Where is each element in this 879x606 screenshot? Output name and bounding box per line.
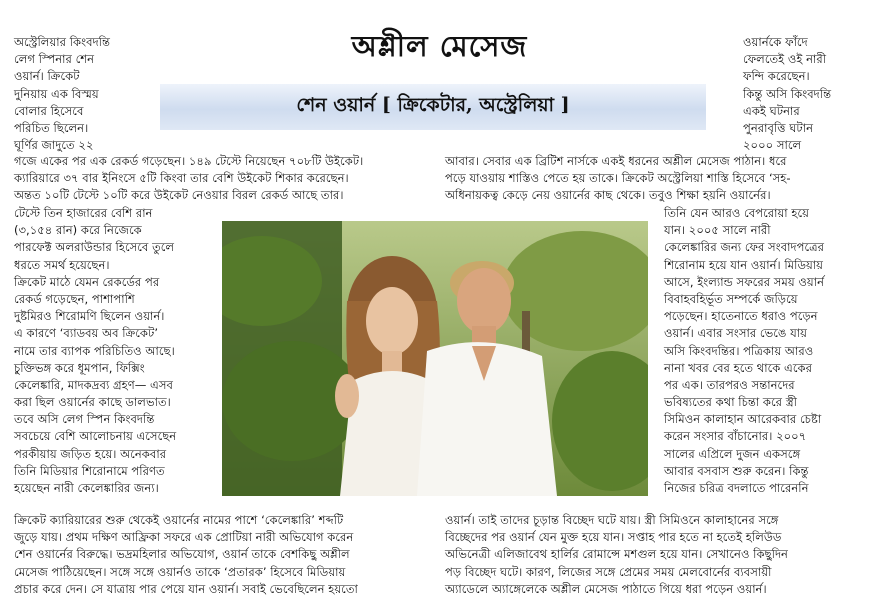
text-line: দুষ্টমিরও শিরোমণি ছিলেন ওয়ার্ন।: [14, 309, 165, 324]
text-line: ক্রিকেট ক্যারিয়ারের শুরু থেকেই ওয়ার্নের নামের পাশে ‘কেলেঙ্কারি’ শব্দটি: [14, 513, 344, 527]
couple-photo-icon: [222, 221, 648, 496]
text-line: দুনিয়ায় এক বিস্ময়: [14, 86, 99, 101]
couple-photo: [222, 221, 648, 496]
text-line: ধরতে সমর্থ হয়েছেন।: [14, 257, 110, 272]
text-line: ফেলতেই ওই নারী: [743, 52, 827, 67]
text-line: তিনি যেন আরও বেপরোয়া হয়ে: [664, 206, 809, 220]
text-line: গজে একের পর এক রেকর্ড গড়েছেন। ১৪৯ টেস্টে নিয়েছেন ৭০৮টি উইকেট।: [14, 154, 364, 168]
text-line: আবার। সেবার এক ব্রিটিশ নার্সকে একই ধরনের অশ্লীল মেসেজ পাঠান। ধরে: [445, 154, 787, 168]
left-paragraph-bottom: [14, 512, 434, 598]
text-line: কেলেঙ্কারি, মাদকদ্রব্য গ্রহণ— এসব: [14, 377, 173, 392]
text-line: অন্তত ১০টি টেস্টে ১০টি করে উইকেট নেওয়ার বিরল রেকর্ড আছে তার।: [14, 188, 344, 203]
text-line: নানা খবর বের হতে থাকে একের: [664, 360, 813, 375]
text-line: সালের এপ্রিলে দুজন একসঙ্গে: [664, 446, 801, 461]
text-line: পড়েছেন। হাতেনাতে ধরাও পড়েন: [664, 309, 818, 324]
text-line: পারফেক্ট অলরাউন্ডার হিসেবে তুলে: [14, 240, 175, 255]
text-line: ওয়ার্নকে ফাঁদে: [743, 35, 808, 49]
right-paragraph-bottom: [445, 512, 875, 598]
text-line: করেন সংসার বাঁচানোর। ২০০৭: [664, 429, 807, 444]
text-line: মেসেজ পাঠিয়েছেন। সঙ্গে সঙ্গে ওয়ার্নও তাকে ‘প্রতারক’ হিসেবে মিডিয়ায়: [14, 564, 346, 579]
text-line: কিন্তু অসি কিংবদন্তি: [743, 86, 832, 101]
right-paragraph-beside-photo: [664, 205, 876, 497]
text-line: পুনরাবৃত্তি ঘটান: [743, 120, 814, 135]
text-line: নামে তার ব্যাপক পরিচিতিও আছে।: [14, 343, 175, 358]
subtitle-text: শেন ওয়ার্ন [ ক্রিকেটার, অস্ট্রেলিয়া ]: [296, 94, 570, 116]
text-line: করা ছিল ওয়ার্নের কাছে ডালভাত।: [14, 395, 171, 410]
text-line: ওয়ার্ন। তাই তাদের চূড়ান্ত বিচ্ছেদ ঘটে যায়। স্ত্রী সিমিওনে কালাহানের সঙ্গে: [445, 513, 779, 527]
text-line: ঘূর্ণির জাদুতে ২২: [14, 138, 94, 153]
text-line: পরিচিত ছিলেন।: [14, 120, 89, 135]
text-line: সবচেয়ে বেশি আলোচনায় এসেছেন: [14, 429, 177, 444]
column-top-right: [743, 34, 873, 154]
column-top-left: [14, 34, 154, 154]
text-line: শেন ওয়ার্নের বিরুদ্ধে। ভদ্রমহিলার অভিযোগ, ওয়ার্ন তাকে বেশকিছু অশ্লীল: [14, 547, 350, 562]
text-line: ভবিষ্যতের কথা চিন্তা করে স্ত্রী: [664, 395, 797, 410]
right-paragraph-full-width: [445, 153, 875, 205]
text-line: বিচ্ছেদের পর ওয়ার্ন যেন মুক্ত হয়ে যান। সপ্তাহ পার হতে না হতেই হলিউড: [445, 530, 782, 545]
text-line: যান। ২০০৫ সালে নারী: [664, 223, 771, 238]
subtitle-banner: [160, 84, 706, 130]
text-line: বোলার হিসেবে: [14, 103, 84, 118]
text-line: ক্রিকেট মাঠে যেমন রেকর্ডের পর: [14, 274, 160, 289]
text-line: অসি কিংবদন্তির। পত্রিকায় আরও: [664, 343, 814, 358]
text-line: অভিনেত্রী এলিজাবেথ হার্লির রোমান্সে মশগুল হয়ে যান। সেখানেও কিছুদিন: [445, 547, 788, 562]
text-line: ওয়ার্ন। ক্রিকেট: [14, 69, 80, 84]
text-line: চুক্তিভঙ্গ করে ধূমপান, ফিক্সিং: [14, 360, 145, 375]
text-line: পর এক। তারপরও সন্তানদের: [664, 377, 795, 392]
text-line: বিবাহবহির্ভূত সম্পর্কে জড়িয়ে: [664, 291, 798, 306]
text-line: অধিনায়কত্ব কেড়ে নেয় ওয়ার্নের কাছ থেকে। তবুও শিক্ষা হয়নি ওয়ার্নের।: [445, 188, 771, 203]
text-line: কেলেঙ্কারির জন্য ফের সংবাদপত্রের: [664, 240, 825, 255]
text-line: আসে, ইংল্যান্ড সফরের সময় ওয়ার্ন: [664, 274, 825, 289]
text-line: রেকর্ড গড়েছেন, পাশাপাশি: [14, 291, 135, 306]
text-line: অস্ট্রেলিয়ার কিংবদন্তি: [14, 35, 110, 49]
text-line: একই ঘটনার: [743, 103, 800, 118]
text-line: তিনি মিডিয়ার শিরোনামে পরিণত: [14, 463, 165, 478]
text-line: লেগ স্পিনার শেন: [14, 52, 95, 67]
text-line: ক্যারিয়ারে ৩৭ বার ইনিংসে ৫টি কিংবা তার বেশি উইকেট শিকার করেছেন।: [14, 171, 349, 186]
text-line: এ কারণে ‘ব্যাডবয় অব ক্রিকেট’: [14, 326, 159, 341]
text-line: পরকীয়ায় জড়িত হয়ে। অনেকবার: [14, 446, 167, 461]
left-paragraph-full-width: [14, 153, 434, 205]
text-line: হয়েছেন নারী কেলেঙ্কারির জন্য।: [14, 481, 159, 495]
text-line: ২০০০ সালে: [743, 138, 802, 153]
text-line: প্রচার করে দেন। সে যাত্রায় পার পেয়ে যান ওয়ার্ন। সবাই ভেবেছিলেন হয়তো: [14, 581, 358, 596]
headline: অশ্লীল মেসেজ: [351, 29, 528, 63]
text-line: ওয়ার্ন। এবার সংসার ভেঙে যায়: [664, 326, 807, 341]
text-line: টেস্টে তিন হাজারের বেশি রান: [14, 206, 153, 220]
text-line: তবে অসি লেগ স্পিন কিংবদন্তি: [14, 412, 155, 427]
text-line: শিরোনাম হয়ে যান ওয়ার্ন। মিডিয়ায়: [664, 257, 823, 272]
text-line: পড়ে যাওয়ায় শাস্তিও পেতে হয় তাকে। ক্রিকেট অস্ট্রেলিয়া শাস্তি হিসেবে ‘সহ-: [445, 171, 791, 186]
text-line: নিজের চরিত্র বদলাতে পারেননি: [664, 481, 809, 495]
text-line: (৩,১৫৪ রান) করে নিজেকে: [14, 223, 142, 238]
text-line: অ্যাডেলে অ্যাঙ্গেলেকে অশ্লীল মেসেজ পাঠাতে গিয়ে ধরা পড়েন ওয়ার্ন।: [445, 581, 767, 596]
text-line: ফন্দি করেছেন।: [743, 69, 810, 84]
text-line: আবার বসবাস শুরু করেন। কিন্তু: [664, 463, 809, 478]
text-line: জুড়ে যায়। প্রথম দক্ষিণ আফ্রিকা সফরে এক প্রোটিয়া নারী অভিযোগ করেন: [14, 530, 354, 545]
text-line: পড় বিচ্ছেদ ঘটে। কারণ, লিজের সঙ্গে প্রেমের সময় মেলবোর্নের ব্যবসায়ী: [445, 564, 772, 579]
text-line: সিমিওন কালাহান আরেকবার চেষ্টা: [664, 412, 822, 427]
left-paragraph-beside-photo: [14, 205, 218, 497]
